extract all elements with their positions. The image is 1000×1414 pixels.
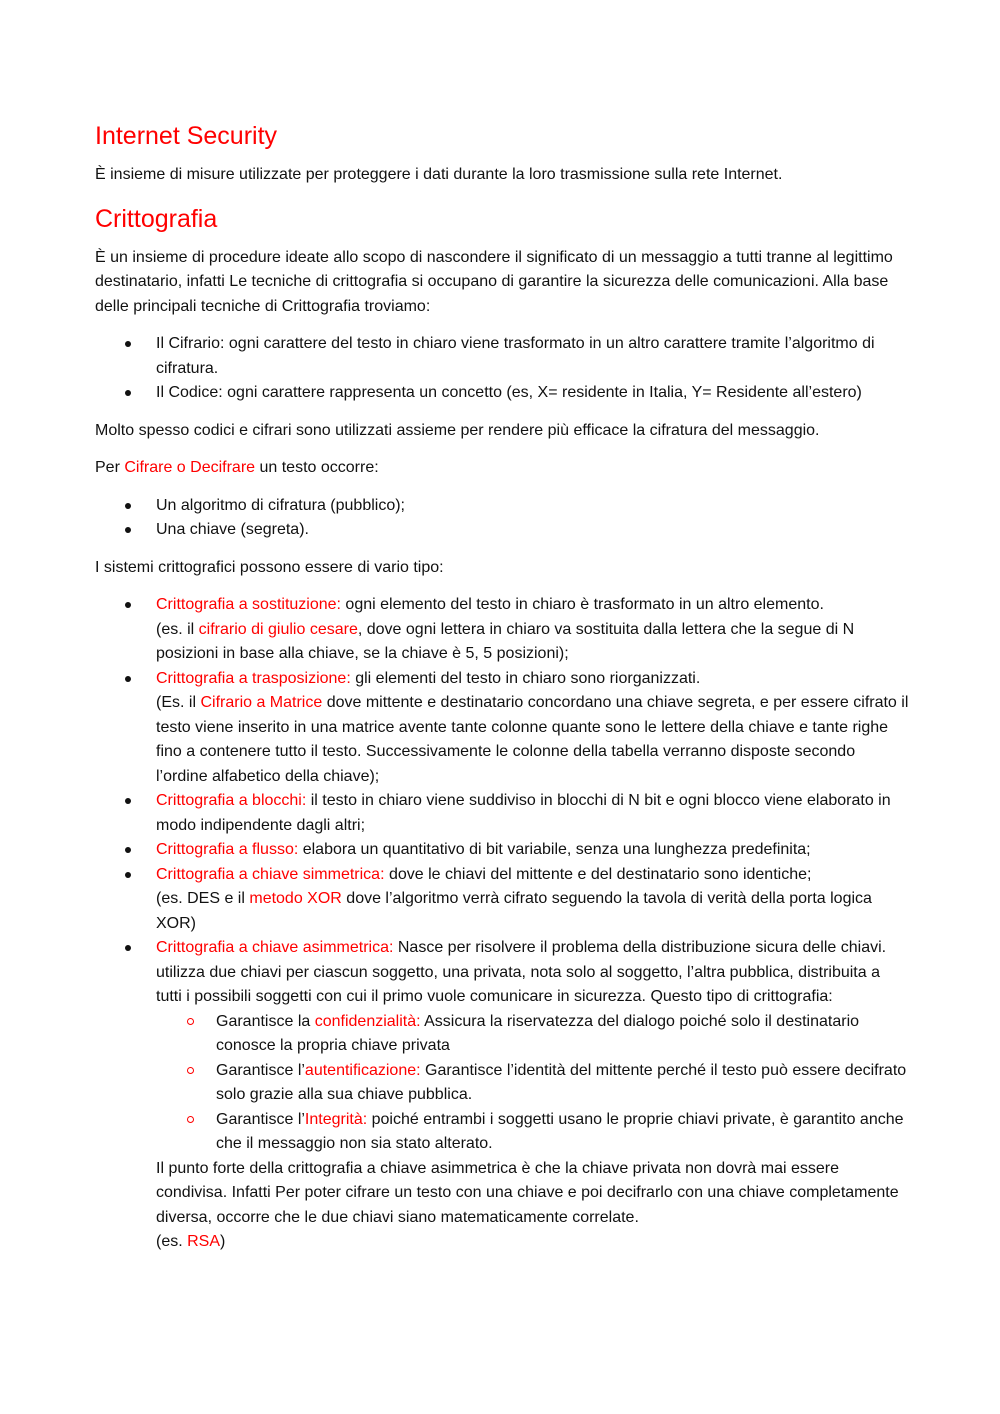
list-item: Un algoritmo di cifratura (pubblico); [95, 494, 910, 519]
list-item: Il Codice: ogni carattere rappresenta un concetto (es, X= residente in Italia, Y= Residente all’estero) [95, 381, 910, 406]
list-item-sostituzione: Crittografia a sostituzione: ogni elemento del testo in chiaro è trasformato in un altro elemento. (es. il cifrario di giulio cesare, dove ogni lettera in chiaro va sostituita dalla lettera che la segue di N posizioni in base alla chiave, se la chiave è 5, 5 posizioni); [95, 593, 910, 667]
guarantees-list [156, 1010, 910, 1157]
requirement-paragraph: Per Cifrare o Decifrare un testo occorre: [95, 459, 379, 476]
crittografia-definition: È un insieme di procedure ideate allo scopo di nascondere il significato di un messaggio a tutti tranne al legittimo destinatario, infatti Le tecniche di crittografia si occupano di garantire la sicurezza delle comunicazioni. Alla base delle principali tecniche di Crittografia troviamo: [95, 248, 893, 315]
types-intro: I sistemi crittografici possono essere di vario tipo: [95, 558, 444, 576]
highlight-term: Cifrario a Matrice [200, 694, 323, 711]
list-item-flusso: Crittografia a flusso: elabora un quantitativo di bit variabile, senza una lunghezza predefinita; [95, 838, 910, 863]
asymmetric-closing: Il punto forte della crittografia a chiave asimmetrica è che la chiave privata non dovrà mai essere condivisa. Infatti Per poter cifrare un testo con una chiave e poi decifrarlo con una chiave completamente diversa, occorre che le due chiavi siano matematicamente correlate. [156, 1159, 899, 1226]
highlight-term: Crittografia a flusso: [156, 841, 299, 858]
crypto-types-list [95, 593, 910, 1255]
list-item-simmetrica: Crittografia a chiave simmetrica: dove le chiavi del mittente e del destinatario sono identiche; (es. DES e il metodo XOR dove l’algoritmo verrà cifrato seguendo la tavola di verità della porta logica XOR) [95, 863, 910, 937]
highlight-term: RSA [187, 1233, 221, 1250]
heading-crittografia: Crittografia [95, 204, 218, 233]
list-item-confidenzialita: Garantisce la confidenzialità: Assicura la riservatezza del dialogo poiché solo il destinatario conosce la propria chiave privata [156, 1010, 910, 1059]
list-item-autentificazione: Garantisce l’autentificazione: Garantisce l’identità del mittente perché il testo può essere decifrato solo grazie alla sua chiave pubblica. [156, 1059, 910, 1108]
list-item-asimmetrica: Crittografia a chiave asimmetrica: Nasce per risolvere il problema della distribuzione sicura delle chiavi. utilizza due chiavi per ciascun soggetto, una privata, nota solo al soggetto, l’altra pubblica, distribuita a tutti i possibili soggetti con cui il primo vuole comunicare in sicurezza. Questo tipo di crittografia: Garantisce la confidenzialità: Assicura la riservatezza del dialogo poiché solo il destinatario conosce la propria chiave privata Garantisce l’autentificazione: Garantisce l’identità del mittente perché il testo può essere decifrato solo grazie alla sua chiave pubblica. Garantisce l’Integrità: poiché entrambi i soggetti usano le proprie chiavi private, è garantito anche che il messaggio non sia stato alterato. Il punto forte della crittografia a chiave asimmetrica è che la chiave privata non dovrà mai essere condivisa. Infatti Per poter cifrare un testo con una chiave e poi decifrarlo con una chiave completamente diversa, occorre che le due chiavi siano matematicamente correlate. (es. RSA) [95, 936, 910, 1255]
techniques-list [95, 332, 910, 406]
list-item-integrita: Garantisce l’Integrità: poiché entrambi i soggetti usano le proprie chiavi private, è garantito anche che il messaggio non sia stato alterato. [156, 1108, 910, 1157]
document-body [95, 118, 910, 1255]
heading-internet-security: Internet Security [95, 122, 278, 150]
list-item-trasposizione: Crittografia a trasposizione: gli elementi del testo in chiaro sono riorganizzati. (Es. il Cifrario a Matrice dove mittente e destinatario concordano una chiave segreta, e per essere cifrato il testo viene inserito in una matrice avente tante colonne quante sono le lettere della chiave e tante righe fino a contenere tutto il testo. Successivamente le colonne della tabella verranno disposte secondo l’ordine alfabetico della chiave); [95, 667, 910, 790]
highlight-term: Crittografia a blocchi: [156, 792, 307, 809]
highlight-term: metodo XOR [249, 890, 342, 907]
requirements-list [95, 494, 910, 543]
note-paragraph: Molto spesso codici e cifrari sono utilizzati assieme per rendere più efficace la cifratura del messaggio. [95, 421, 820, 439]
list-item-blocchi: Crittografia a blocchi: il testo in chiaro viene suddiviso in blocchi di N bit e ogni blocco viene elaborato in modo indipendente dagli altri; [95, 789, 910, 838]
highlight-term: Crittografia a chiave asimmetrica: [156, 939, 394, 956]
highlight-term: Crittografia a chiave simmetrica: [156, 865, 385, 883]
highlight-term: Crittografia a trasposizione: [156, 669, 351, 687]
list-item: Una chiave (segreta). [95, 518, 910, 543]
highlight-term: Integrità: [304, 1110, 368, 1128]
list-item: Il Cifrario: ogni carattere del testo in chiaro viene trasformato in un altro carattere tramite l’algoritmo di cifratura. [95, 332, 910, 381]
highlight-term: Cifrare o Decifrare [124, 459, 256, 476]
internet-security-definition: È insieme di misure utilizzate per proteggere i dati durante la loro trasmissione sulla rete Internet. [95, 166, 783, 183]
highlight-term: cifrario di giulio cesare [198, 620, 358, 638]
highlight-term: autentificazione: [304, 1061, 421, 1079]
highlight-term: Crittografia a sostituzione: [156, 596, 341, 613]
highlight-term: confidenzialità: [314, 1012, 421, 1030]
